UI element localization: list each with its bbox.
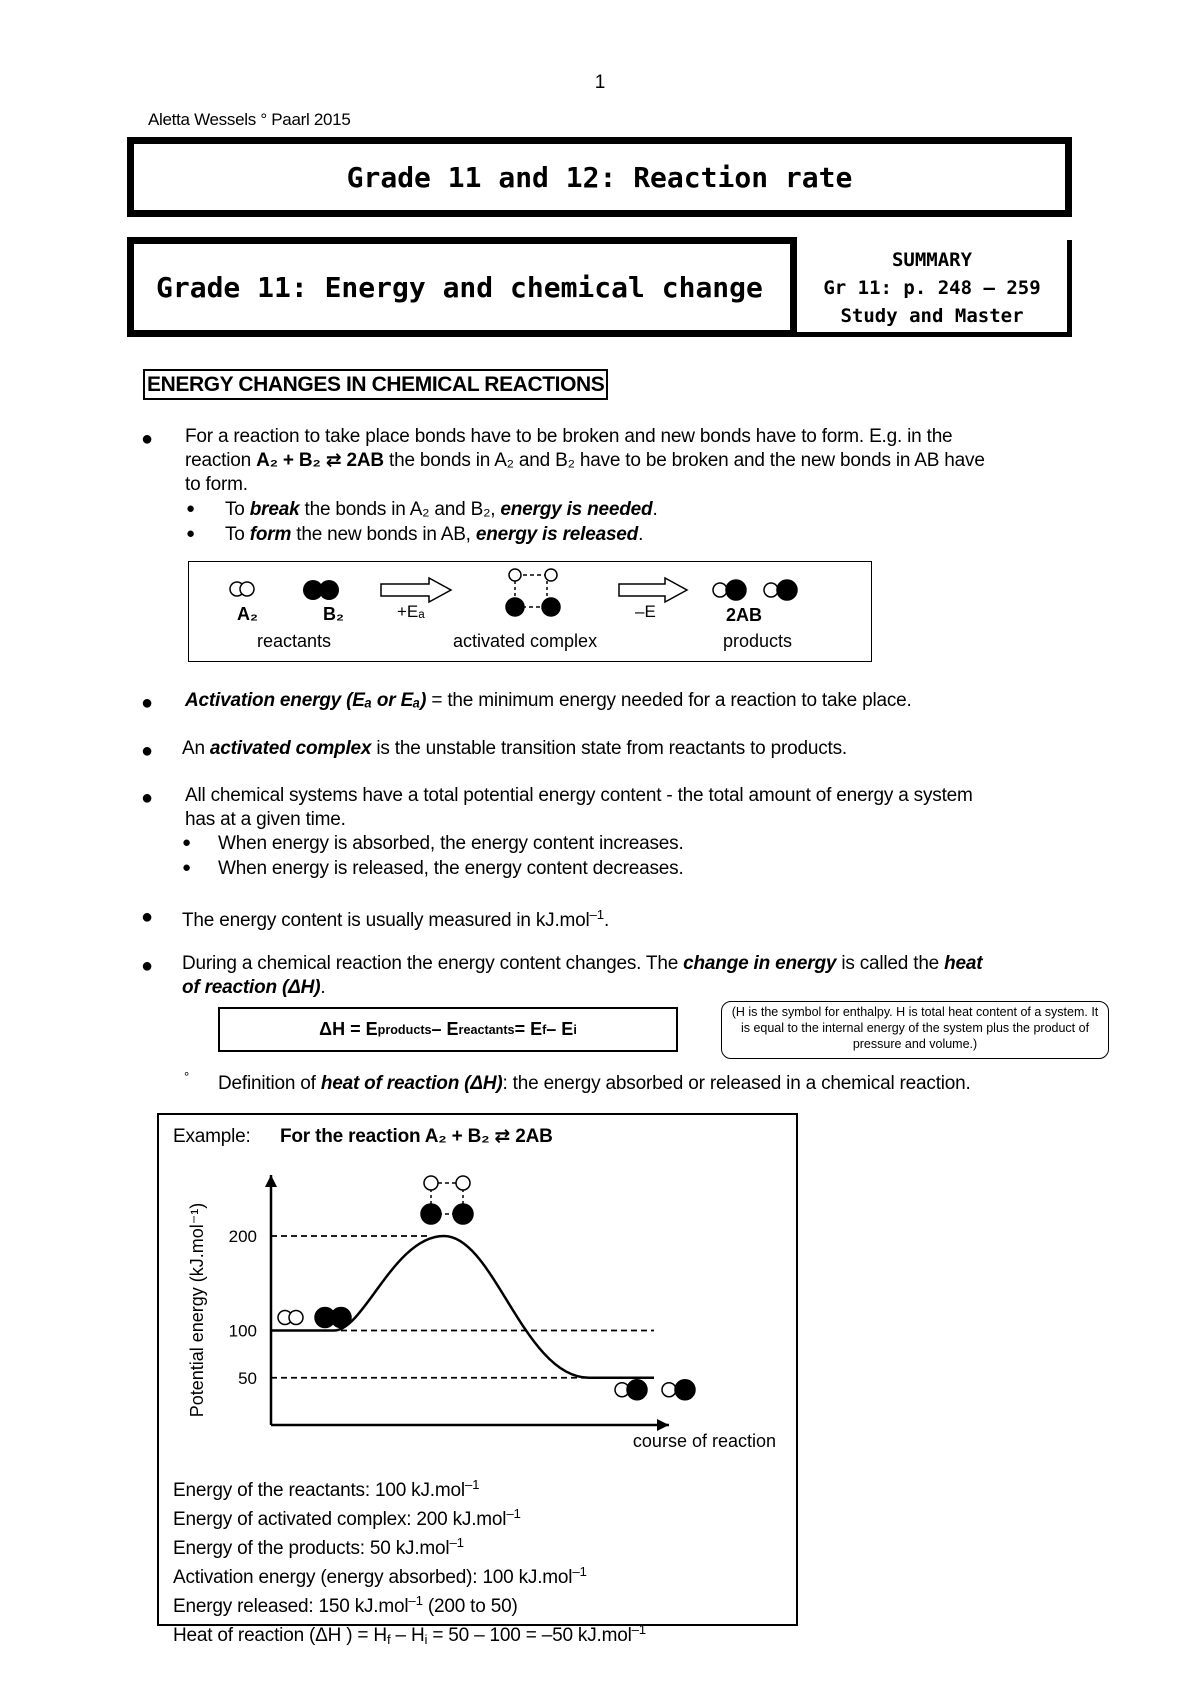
y-axis-label: Potential energy (kJ.mol⁻¹) [187,1202,207,1418]
complex-b-atom [421,1204,441,1224]
definition-heat-of-reaction: Definition of heat of reaction (ΔH): the energy absorbed or released in a chemical reaction. [218,1073,971,1094]
reaction-equation: A₂ + B₂ ⇄ 2AB [256,450,384,471]
sub-bullet-form: To form the new bonds in AB, energy is released. [225,524,644,545]
bullet-dot: ● [141,740,154,762]
label-a2: A₂ [237,604,258,624]
sub-bullet-dot: ● [182,859,192,876]
bullet-activation-energy: Activation energy (Eₐ or Eₐ) = the minimum energy needed for a reaction to take place. [185,690,912,711]
y-tick-label: 200 [228,1227,257,1246]
bullet-bonds-post: the bonds in A₂ and B₂ have to be broken and the new bonds in AB have [383,450,985,471]
example-box [157,1113,798,1647]
bullet-activated-complex: An activated complex is the unstable transition state from reactants to products. [182,738,847,759]
example-label: Example: [173,1126,251,1147]
bullet-heat-of-reaction: During a chemical reaction the energy content changes. The change in energy is called the heat of reaction (ΔH). [182,953,983,998]
section-title [127,237,797,337]
x-axis-arrow-icon [657,1419,669,1431]
reactant-b-atom [331,1308,351,1328]
section-heading: ENERGY CHANGES IN CHEMICAL REACTIONS [143,369,608,400]
reference-line-2: Gr 11: p. 248 – 259 [823,277,1041,299]
result-line: Energy of the reactants: 100 kJ.mol$^{-1}$ [173,1477,480,1501]
product-b-atom [627,1380,647,1400]
bullet-dot: ● [141,787,154,809]
author-line: Aletta Wessels ° Paarl 2015 [148,110,351,129]
complex-a-atom [456,1176,470,1190]
sub-bullet-absorbed: When energy is absorbed, the energy content increases. [218,833,684,854]
reaction-diagram [188,561,872,662]
label-b2: B₂ [323,604,344,624]
sub-bullet-dot: ● [182,834,192,851]
activated-complex-molecule [506,569,560,616]
page-title-text: Grade 11 and 12: Reaction rate [346,160,853,194]
result-line: Energy of the products: 50 kJ.mol$^{-1}$ [173,1535,464,1559]
result-line: Heat of reaction (ΔH ) = $H_f - H_i = 50 - 100 = -50$ kJ.mol$^{-1}$ [173,1622,646,1647]
bullet-units: The energy content is usually measured in kJ.mol$^{-1}$. [182,907,610,931]
molecule-ab [713,580,797,600]
delta-h-formula: ΔH = E products – E reactants = E f – E i [218,1007,678,1052]
sub-bullet-break: To break the bonds in A₂ and B₂, energy is needed. [225,499,658,520]
sub-bullet-dot: ● [186,525,196,542]
page-title [127,137,1072,217]
bullet-dot: ● [141,692,154,714]
arrow-right-icon [619,578,687,602]
bullet-dot: ● [141,955,154,977]
bullet-bonds [185,425,1085,497]
x-axis-label: course of reaction [632,1431,776,1451]
label-products: products [723,631,793,651]
bullet-bonds-line1: For a reaction to take place bonds have to be broken and new bonds have to form. E.g. in the [185,426,953,447]
label-plus-ea: +Eₐ [397,602,425,621]
example-results [173,1473,646,1651]
complex-b-atom [453,1204,473,1224]
degree-bullet: ° [184,1069,190,1084]
bullet-dot: ● [141,906,154,928]
bullet-bonds-line3: to form. [185,474,248,495]
label-activated-complex: activated complex [453,631,598,651]
reference-line-1: SUMMARY [891,249,973,271]
result-line: Energy released: 150 kJ.mol$^{-1}$ (200 to 50) [173,1593,518,1617]
example-reaction: For the reaction A₂ + B₂ ⇄ 2AB [280,1126,553,1147]
y-axis-arrow-icon [265,1175,277,1187]
product-a-atom [662,1383,676,1397]
page-number: 1 [594,72,606,93]
reference-line-3: Study and Master [840,305,1024,327]
sub-bullet-released: When energy is released, the energy content decreases. [218,858,684,879]
reactant-a-atom [289,1311,303,1325]
energy-curve [271,1236,654,1378]
complex-a-atom [424,1176,438,1190]
bullet-dot: ● [141,428,154,450]
reference-box [797,240,1072,337]
bullet-bonds-pre: reaction [185,450,257,471]
energy-profile-chart [159,1155,795,1485]
y-tick-label: 100 [228,1321,257,1341]
y-tick-label: 50 [238,1368,257,1388]
label-minus-e: –E [635,602,656,621]
result-line: Activation energy (energy absorbed): 100 kJ.mol$^{-1}$ [173,1564,587,1588]
bullet-energy-content: All chemical systems have a total potential energy content - the total amount of energy a system has at a given time. [185,785,973,830]
molecule-b2 [303,580,339,600]
enthalpy-note: (H is the symbol for enthalpy. H is total heat content of a system. It is equal to the internal energy of the system plus the product of pressure and volume.) [721,1001,1109,1059]
label-reactants: reactants [257,631,332,651]
molecule-a2 [230,582,254,596]
arrow-right-icon [381,578,451,602]
label-2ab: 2AB [726,605,763,625]
product-b-atom [675,1380,695,1400]
sub-bullet-dot: ● [186,500,196,517]
section-title-text: Grade 11: Energy and chemical change [156,270,763,304]
result-line: Energy of activated complex: 200 kJ.mol$^{-1}$ [173,1506,521,1530]
